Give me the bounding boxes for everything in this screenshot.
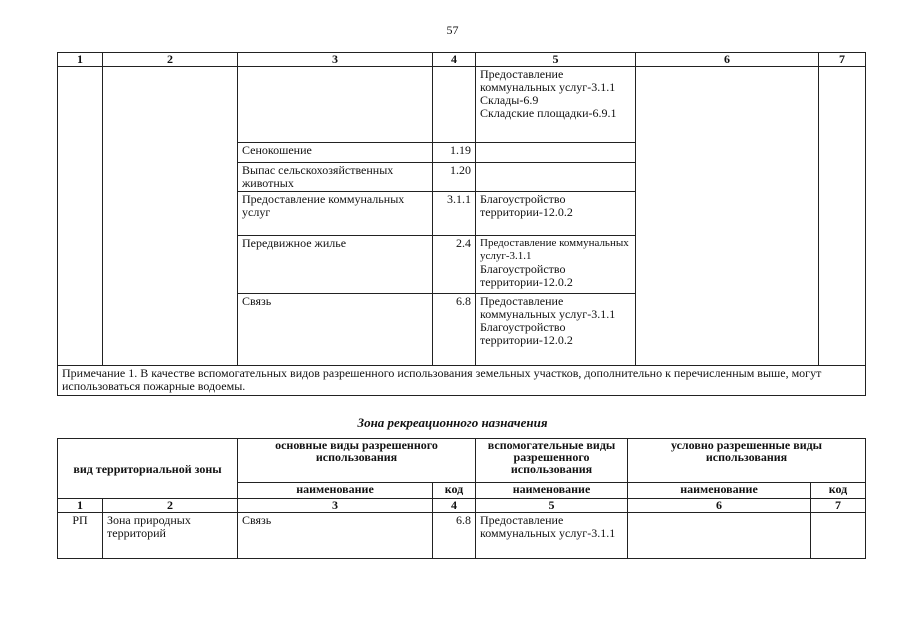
col-num-2: 2 [103,53,238,67]
use-cell: Передвижное жилье [238,236,433,294]
use-cell: Связь [238,294,433,366]
aux-item: Складские площадки-6.9.1 [480,106,617,120]
zone-type-header: вид территориальной зоны [58,439,238,499]
aux-item: Предоставление коммунальных услуг-3.1.1 [480,294,616,321]
aux-uses-header: вспомогательные виды разрешенного использования [476,439,628,483]
conditional-uses-header: условно разрешенные виды использования [628,439,866,483]
zone-code-cell [58,67,103,366]
col-num-4: 4 [433,53,476,67]
use-cell: Сенокошение [238,143,433,163]
col-num-3: 3 [238,53,433,67]
column-number-row [58,499,866,513]
zone-code-cell: РП [58,513,103,559]
conditional-use-cell [628,513,811,559]
table-row [58,67,866,143]
col-num-4: 4 [433,499,476,513]
recreation-zone-table [57,438,866,559]
code-cell: 1.19 [433,143,476,163]
aux-item: Благоустройство территории-12.0.2 [480,262,573,289]
aux-item: Благоустройство территории-12.0.2 [480,320,573,347]
aux-cell [476,192,636,236]
code-cell: 6.8 [433,294,476,366]
zone-uses-table-continued [57,52,866,396]
col-num-6: 6 [628,499,811,513]
conditional-code-cell [811,513,866,559]
code-cell [433,67,476,143]
code-cell: 6.8 [433,513,476,559]
use-cell: Предоставление коммунальных услуг [238,192,433,236]
use-cell: Связь [238,513,433,559]
zone-name-cell [103,67,238,366]
col-num-5: 5 [476,53,636,67]
main-code-header: код [433,483,476,499]
cond-name-header: наименование [628,483,811,499]
code-cell: 1.20 [433,163,476,192]
header-row [58,439,866,483]
use-cell: Выпас сельскохозяйственных животных [238,163,433,192]
note-row [58,366,866,396]
use-cell [238,67,433,143]
col-num-6: 6 [636,53,819,67]
conditional-code-cell [819,67,866,366]
zone-name-cell: Зона природных территорий [103,513,238,559]
aux-name-header: наименование [476,483,628,499]
cond-code-header: код [811,483,866,499]
col-num-7: 7 [811,499,866,513]
main-name-header: наименование [238,483,433,499]
aux-cell [476,67,636,143]
col-num-3: 3 [238,499,433,513]
col-num-5: 5 [476,499,628,513]
aux-cell [476,143,636,163]
aux-cell [476,163,636,192]
column-number-row [58,53,866,67]
aux-item: Предоставление коммунальных услуг-3.1.1 [480,67,616,94]
page-number: 57 [446,23,459,37]
col-num-1: 1 [58,499,103,513]
code-cell: 3.1.1 [433,192,476,236]
aux-item: Склады-6.9 [480,93,539,107]
section-title: Зона рекреационного назначения [357,415,548,430]
note-text: Примечание 1. В качестве вспомогательных видов разрешенного использования земельных участков, дополнительно к перечисленным выше, могут использоваться пожарные водоемы. [58,366,866,396]
main-uses-header: основные виды разрешенного использования [238,439,476,483]
col-num-1: 1 [58,53,103,67]
aux-item: Предоставление коммунальных услуг-3.1.1 [480,237,629,262]
code-cell: 2.4 [433,236,476,294]
aux-cell: Предоставление коммунальных услуг-3.1.1 [476,513,628,559]
aux-cell [476,294,636,366]
aux-item: Благоустройство территории-12.0.2 [480,192,573,219]
col-num-2: 2 [103,499,238,513]
col-num-7: 7 [819,53,866,67]
aux-cell [476,236,636,294]
conditional-use-cell [636,67,819,366]
table-row [58,513,866,559]
